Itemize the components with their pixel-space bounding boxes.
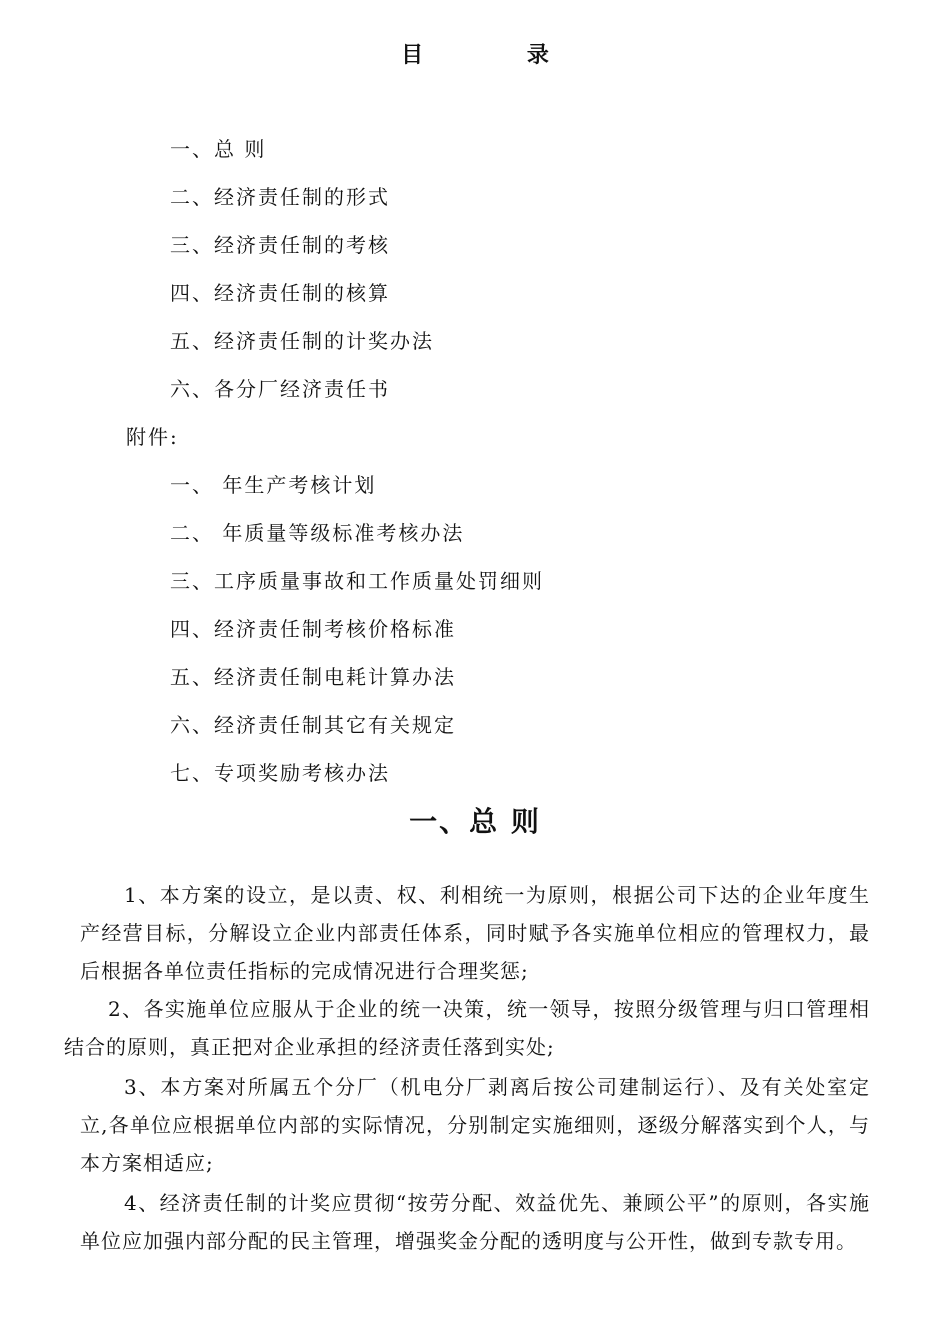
appendix-item: 三、工序质量事故和工作质量处罚细则 <box>170 569 544 593</box>
toc-item: 六、各分厂经济责任书 <box>170 377 390 401</box>
appendix-item: 二、 年质量等级标准考核办法 <box>170 521 465 545</box>
appendix-item: 五、经济责任制电耗计算办法 <box>170 665 456 689</box>
section-title: 一、总 则 <box>409 805 541 838</box>
toc-item: 二、经济责任制的形式 <box>170 185 390 209</box>
toc-item: 三、经济责任制的考核 <box>170 233 390 257</box>
toc-title: 目 录 <box>401 42 597 68</box>
appendix-item: 六、经济责任制其它有关规定 <box>170 713 456 737</box>
paragraph: 1、本方案的设立，是以责、权、利相统一为原则，根据公司下达的企业年度生产经营目标，分解设立企业内部责任体系，同时赋予各实施单位相应的管理权力，最后根据各单位责任指标的完成情况进行合理奖惩; <box>80 883 870 983</box>
appendix-item: 四、经济责任制考核价格标准 <box>170 617 456 641</box>
appendix-label: 附件: <box>126 425 179 449</box>
toc-item: 四、经济责任制的核算 <box>170 281 390 305</box>
paragraph: 2、各实施单位应服从于企业的统一决策，统一领导，按照分级管理与归口管理相结合的原则，真正把对企业承担的经济责任落到实处; <box>64 997 870 1059</box>
appendix-item: 一、 年生产考核计划 <box>170 473 377 497</box>
paragraph: 3、本方案对所属五个分厂（机电分厂剥离后按公司建制运行）、及有关处室定立,各单位应根据单位内部的实际情况，分别制定实施细则，逐级分解落实到个人，与本方案相适应; <box>80 1075 870 1175</box>
toc-item: 一、总 则 <box>170 137 267 161</box>
toc-item: 五、经济责任制的计奖办法 <box>170 329 434 353</box>
paragraph: 4、经济责任制的计奖应贯彻“按劳分配、效益优先、兼顾公平”的原则，各实施单位应加强内部分配的民主管理，增强奖金分配的透明度与公开性，做到专款专用。 <box>80 1191 870 1253</box>
appendix-item: 七、专项奖励考核办法 <box>170 761 390 785</box>
